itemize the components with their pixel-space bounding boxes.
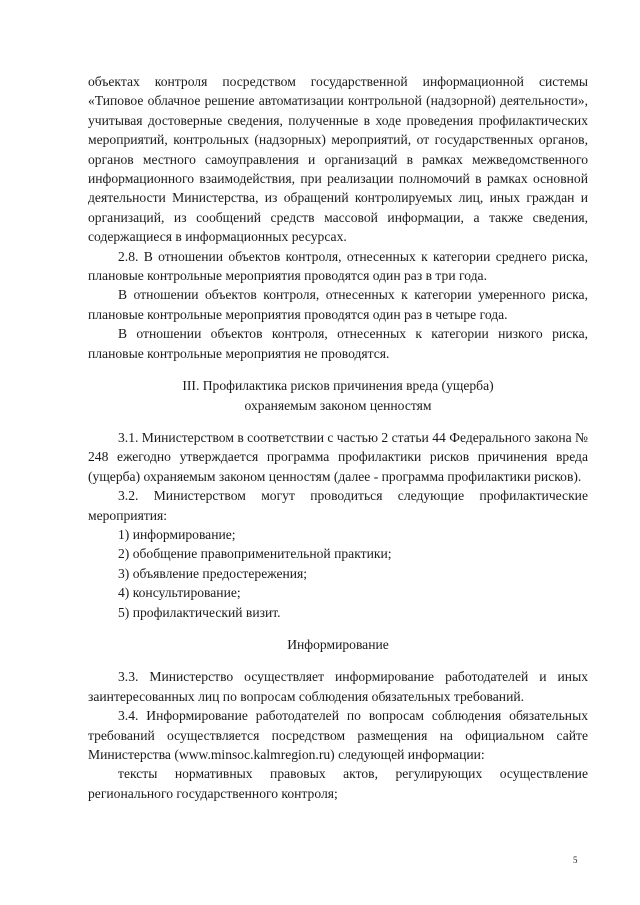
paragraph-3-2: 3.2. Министерством могут проводиться следующие профилактические мероприятия:: [88, 488, 588, 523]
section-3-heading-line2: охраняемым законом ценностям: [244, 397, 432, 413]
document-body: [88, 72, 588, 803]
page-number: 5: [573, 855, 578, 865]
list-item-generalization: 2) обобщение правоприменительной практики;: [118, 546, 392, 562]
paragraph-2-8: 2.8. В отношении объектов контроля, отнесенных к категории среднего риска, плановые контрольные мероприятия проводятся один раз в три года.: [88, 248, 588, 284]
list-item-warning: 3) объявление предостережения;: [118, 565, 308, 581]
paragraph-3-1: 3.1. Министерством в соответствии с частью 2 статьи 44 Федерального закона № 248 ежегодно утверждается программа профилактики рисков причинения вреда (ущерба) охраняемым законом ценностям (далее - программа профилактики рисков).: [88, 429, 588, 484]
list-item-visit: 5) профилактический визит.: [118, 604, 281, 620]
list-item-consulting: 4) консультирование;: [118, 585, 241, 601]
list-item-informing: 1) информирование;: [118, 526, 236, 542]
paragraph-moderate-risk: В отношении объектов контроля, отнесенных к категории умеренного риска, плановые контрольные мероприятия проводятся один раз в четыре года.: [88, 287, 588, 322]
paragraph-low-risk: В отношении объектов контроля, отнесенных к категории низкого риска, плановые контрольные мероприятия не проводятся.: [88, 326, 588, 361]
paragraph-3-3: 3.3. Министерство осуществляет информирование работодателей и иных заинтересованных лиц по вопросам соблюдения обязательных требований.: [88, 669, 588, 704]
informing-heading: Информирование: [287, 636, 389, 652]
paragraph-3-4: 3.4. Информирование работодателей по вопросам соблюдения обязательных требований осуществляется посредством размещения на официальном сайте Министерства (www.minsoc.kalmregion.ru) следующей информации:: [88, 708, 588, 762]
paragraph-info-sources: объектах контроля посредством государственной информационной системы «Типовое облачное решение автоматизации контрольной (надзорной) деятельности», учитывая достоверные сведения, полученные в ходе проведения профилактических мероприятий, контрольных (надзорных) мероприятий, от государственных органов, органов местного самоуправления и организаций в рамках межведомственного информационного взаимодействия, при реализации полномочий в рамках основной деятельности Министерства, из обращений контролируемых лиц, иных граждан и организаций, из сообщений средств массовой информации, а также сведения, содержащиеся в информационных ресурсах.: [88, 74, 588, 245]
section-3-heading-line1: III. Профилактика рисков причинения вреда (ущерба): [182, 378, 494, 394]
paragraph-legal-acts: тексты нормативных правовых актов, регулирующих осуществление регионального государственного контроля;: [88, 766, 588, 801]
